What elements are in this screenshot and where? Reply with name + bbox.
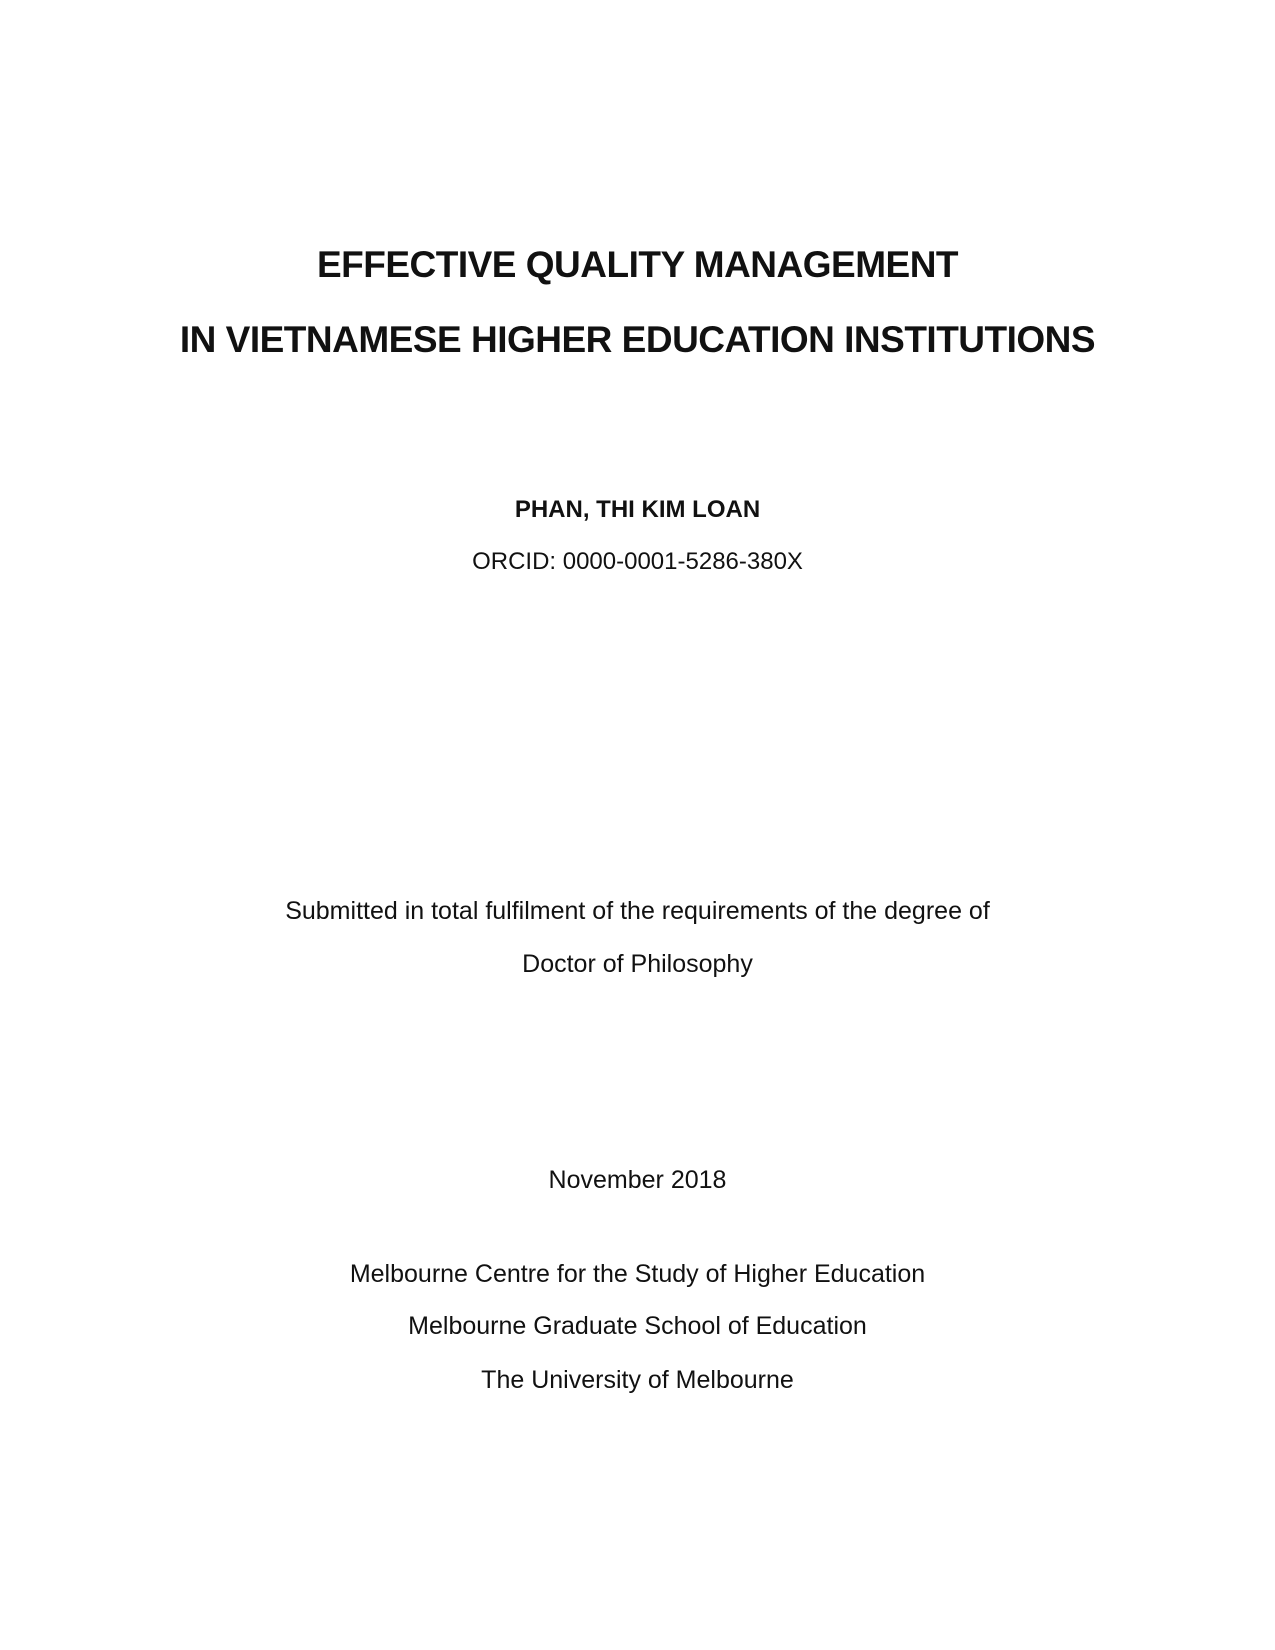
- thesis-title-line-2: IN VIETNAMESE HIGHER EDUCATION INSTITUTIONS: [179, 319, 1096, 360]
- thesis-title-line-1: EFFECTIVE QUALITY MANAGEMENT: [316, 244, 959, 285]
- institution-centre: Melbourne Centre for the Study of Higher Education: [349, 1260, 926, 1288]
- degree-name: Doctor of Philosophy: [522, 950, 753, 978]
- institution-university: The University of Melbourne: [481, 1366, 794, 1394]
- author-name: PHAN, THI KIM LOAN: [514, 496, 761, 523]
- submission-date: November 2018: [548, 1166, 727, 1194]
- author-orcid: ORCID: 0000-0001-5286-380X: [472, 548, 803, 575]
- institution-school: Melbourne Graduate School of Education: [408, 1312, 867, 1340]
- submission-statement: Submitted in total fulfilment of the requirements of the degree of: [285, 897, 990, 925]
